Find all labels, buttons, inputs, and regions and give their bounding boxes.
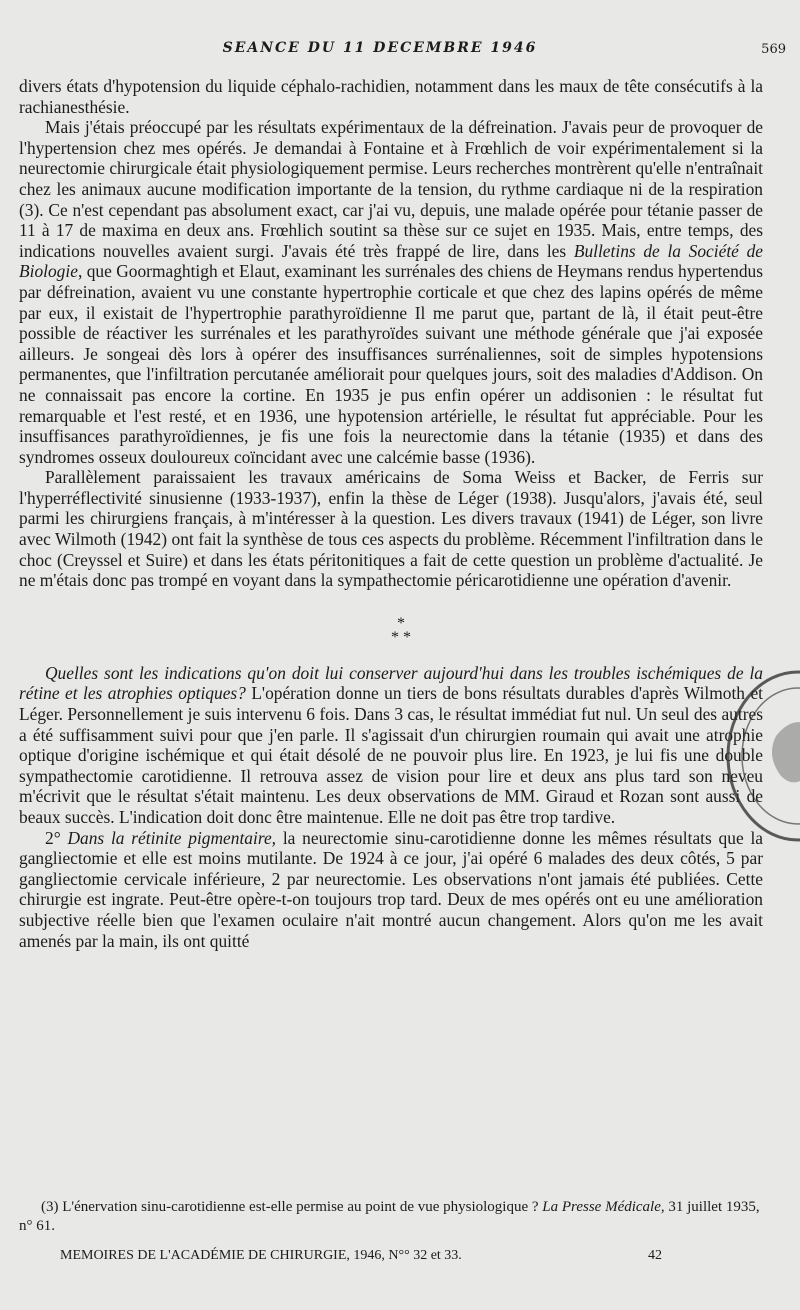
main-text (19, 76, 763, 951)
paragraph-1 (19, 76, 763, 117)
paragraph-2-text-b: , que Goormaghtigh et Elaut, examinant les surrénales des chiens de Heymans rendus hypertendus par défreination, avaient vu une constante hypertrophie corticale et que chez des lapins opérés de même par eux, il existait de l'hypertrophie parathyroïdienne Il me parut que, partant de là, il était peut-être possible de réactiver les surrénales et les parathyroïdes suivant une méthode générale que j'ai exposée ailleurs. Je songeai dès lors à opérer des insuffisances surrénaliennes, soit de simples hypotensions permanentes, que l'infiltration percutanée améliorait pour quelques jours, soit des maladies d'Addison. On ne connaissait pas encore la cortine. En 1935 je pus enfin opérer un addisonien : le résultat fut remarquable et l'est resté, et en 1936, une hypotension artérielle, le résultat fut appréciable. Pour les insuffisances parathyroïdiennes, je fis une fois la neurectomie dans la tétanie (1935) et dans des syndromes osseux douloureux coïncidant avec une calcémie basse (1936). (19, 261, 763, 467)
paragraph-5-text: la neurectomie sinu-carotidienne donne les mêmes résultats que la gangliectomie et elle est moins mutilante. De 1924 à ce jour, j'ai opéré 6 malades des deux côtés, 5 par gangliectomie cervicale inférieure, 2 par neurectomie. Les observations n'ont jamais été publiées. Cette chirurgie est ingrate. Peut-être opère-t-on toujours trop tard. Deux de mes opérés ont eu une amélioration subjective réelle bien que l'examen oculaire n'ait montré aucun changement. Alors qu'on me les avait amenés par la main, ils ont quitté (19, 827, 763, 951)
footnote-text: (3) L'énervation sinu-carotidienne est-elle permise au point de vue physiologique ? (41, 1199, 539, 1215)
running-title: SEANCE DU 11 DECEMBRE 1946 (222, 40, 538, 56)
paragraph-3-text: Parallèlement paraissaient les travaux américains de Soma Weiss et Backer, de Ferris sur l'hyperréflectivité sinusienne (1933-1937), enfin la thèse de Léger (1938). Jusqu'alors, j'avais été, seul parmi les chirurgiens français, à m'intéresser à la question. Les divers travaux (1941) de Léger, son livre avec Wilmoth (1942) ont fait la synthèse de tous ces aspects du problème. Récemment l'infiltration dans le choc (Creyssel et Suire) et dans les états péritonitiques a fait de cette question un problème d'actualité. Je ne m'étais donc pas trompé en voyant dans la sympathectomie péricarotidienne une opération d'avenir. (19, 467, 763, 591)
journal-title: Bulletins de la Société de Biologie (19, 240, 763, 282)
separator-stars-bottom: * * (391, 628, 411, 646)
footer-citation: MEMOIRES DE L'ACADÉMIE DE CHIRURGIE, 1946, N°° 32 et 33. (60, 1248, 462, 1263)
section-separator (19, 614, 763, 646)
separator-star-top: * (397, 614, 405, 632)
item-number: 2° (45, 827, 61, 848)
footnote (19, 1198, 763, 1236)
paragraph-2 (19, 117, 763, 467)
paragraph-1-text: divers états d'hypotension du liquide céphalo-rachidien, notamment dans les maux de tête consécutifs à la rachianesthésie. (19, 76, 763, 117)
paragraph-2-text-a: Mais j'étais préoccupé par les résultats expérimentaux de la défreination. J'avais peur de provoquer de l'hypertension chez mes opérés. Je demandai à Fontaine et à Frœhlich de voir expérimentalement si la neurectomie chirurgicale était physiologiquement permise. Leurs recherches montrèrent qu'elle n'entraînait chez les animaux aucune modification importante de la tension, du rythme cardiaque ni de la respiration (3). Ce n'est cependant pas absolument exact, car j'ai vu, depuis, une malade opérée pour tétanie passer de 11 à 17 de maxima en deux ans. Frœhlich soutint sa thèse sur ce sujet en 1935. Mais, entre temps, des indications nouvelles avaient surgi. J'avais été très frappé de lire, dans les (19, 117, 763, 261)
paragraph-4 (19, 663, 763, 828)
question-heading: Quelles sont les indications qu'on doit lui conserver aujourd'hui dans les troubles ischémiques de la rétine et les atrophies optiques? (19, 662, 763, 704)
footnote-rest: , 31 juillet 1935, n° 61. (19, 1199, 760, 1234)
paragraph-4-text: L'opération donne un tiers de bons résultats durables d'après Wilmoth et Léger. Personnellement je suis intervenu 6 fois. Dans 3 cas, le résultat immédiat fut nul. Un seul des autres a été suffisamment suivi pour que j'en parle. Il s'agissait d'un chirurgien roumain qui avait une atrophie optique d'origine ischémique et qui était désolé de ne pouvoir plus lire. En 1923, je lui fis une double sympathectomie carotidienne. Il retrouva assez de vision pour lire et deux ans plus tard son neveu m'écrivit que le résultat s'était maintenu. Les deux observations de MM. Giraud et Rozan sont aussi de beaux succès. L'indication doit donc être maintenue. Elle ne doit pas être trop tardive. (19, 683, 763, 827)
item-heading: Dans la rétinite pigmentaire, (67, 827, 277, 848)
footnote-journal: La Presse Médicale (542, 1199, 661, 1215)
running-head (0, 40, 800, 60)
library-stamp-icon (716, 666, 800, 846)
paragraph-5 (19, 828, 763, 952)
paragraph-3 (19, 467, 763, 591)
page-number: 569 (761, 42, 786, 57)
footer-sheet-number: 42 (648, 1248, 662, 1263)
